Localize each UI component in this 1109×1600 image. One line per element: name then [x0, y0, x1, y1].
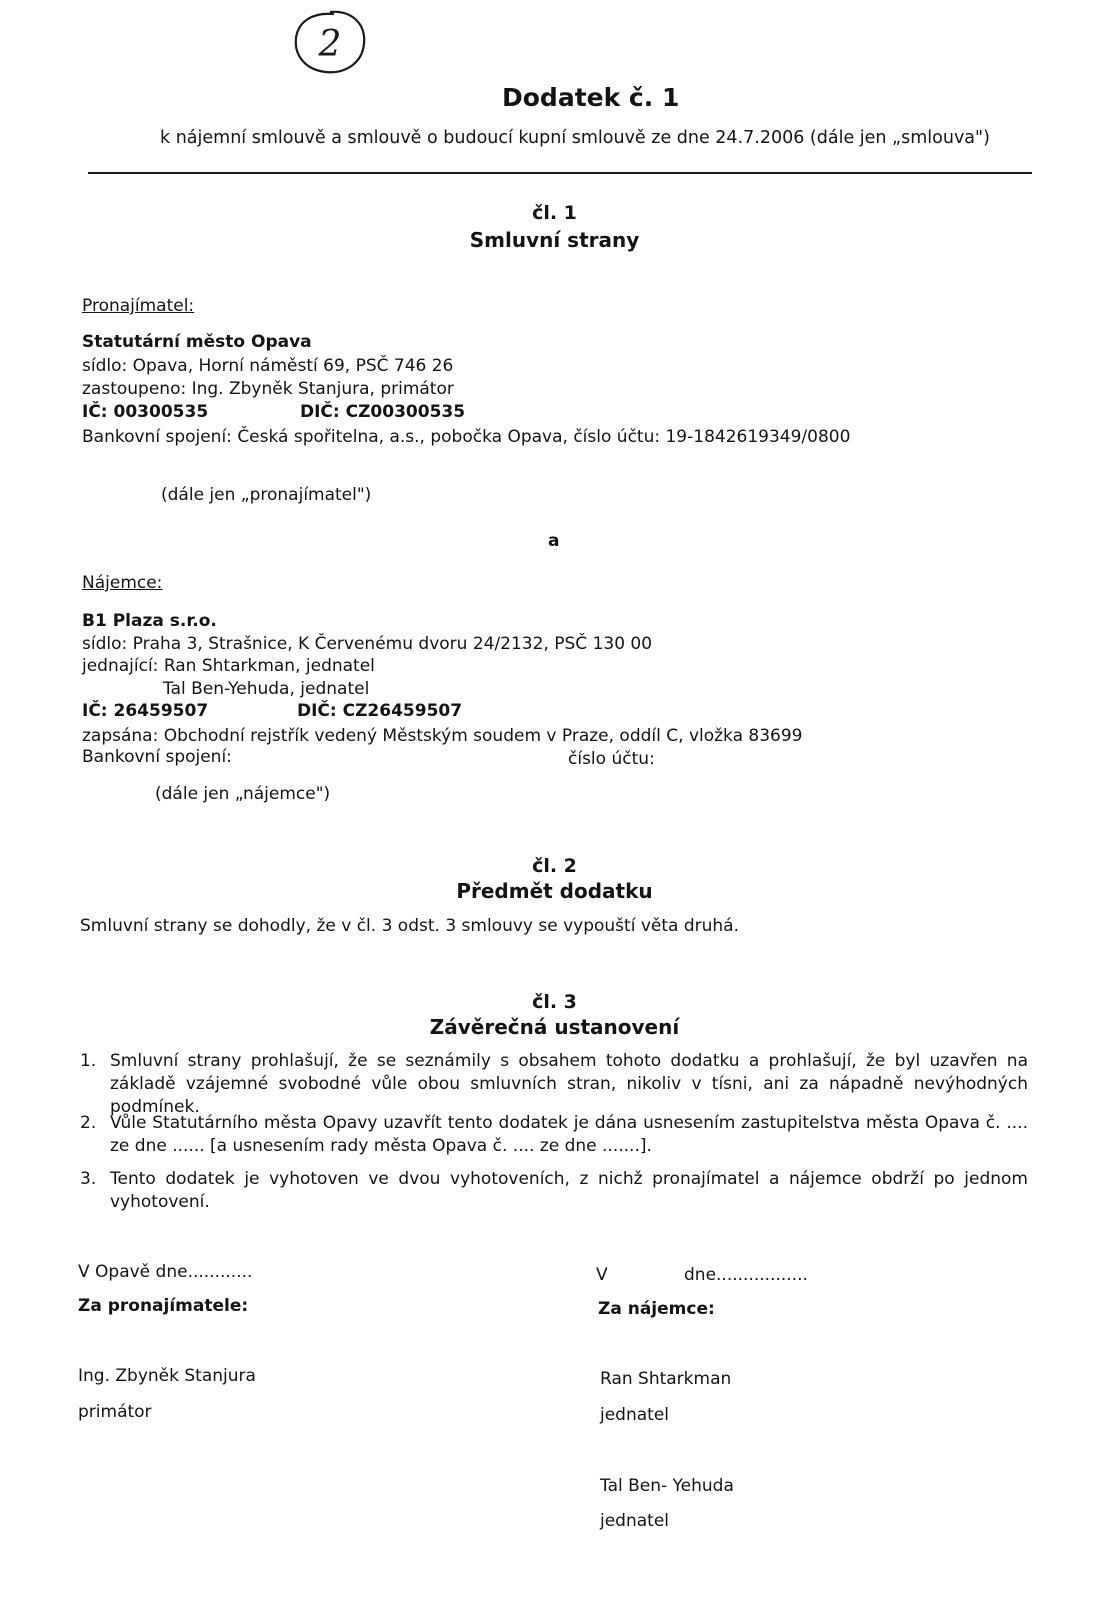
section3-item-2-number: 2.	[80, 1113, 97, 1133]
section3-number: čl. 3	[532, 991, 577, 1013]
tenant-dic: DIČ: CZ26459507	[297, 701, 463, 721]
signature-left-place-date: V Opavě dne............	[78, 1262, 253, 1282]
section1-title: Smluvní strany	[469, 228, 640, 252]
signature-left-name: Ing. Zbyněk Stanjura	[78, 1366, 256, 1386]
document-subtitle: k nájemní smlouvě a smlouvě o budoucí kupní smlouvě ze dne 24.7.2006 (dále jen „smlouva")	[160, 128, 990, 148]
landlord-seat: sídlo: Opava, Horní náměstí 69, PSČ 746 26	[82, 356, 454, 376]
stamp-circle-graphic	[290, 6, 370, 78]
signature-right-name-1: Ran Shtarkman	[600, 1369, 732, 1389]
landlord-ic: IČ: 00300535	[82, 402, 209, 422]
stamp-number: 2	[318, 24, 342, 65]
landlord-heading: Pronajímatel:	[82, 296, 195, 316]
signature-left-role: primátor	[78, 1402, 152, 1422]
section3-title: Závěrečná ustanovení	[429, 1015, 680, 1039]
section2-title: Předmět dodatku	[456, 879, 653, 903]
section3-item-1-text: Smluvní strany prohlašují, že se seznámily s obsahem tohoto dodatku a prohlašují, že byl uzavřen na základě vzájemné svobodné vůle obou smluvních stran, nikoliv v tísni, ani za nápadně nevýhodných podmínek.	[110, 1051, 1028, 1117]
landlord-alias: (dále jen „pronajímatel")	[161, 485, 372, 505]
section2-number: čl. 2	[532, 855, 577, 877]
parties-conjunction: a	[548, 531, 560, 551]
section3-item-3-text: Tento dodatek je vyhotoven ve dvou vyhotoveních, z nichž pronajímatel a nájemce obdrží po jednom vyhotovení.	[110, 1169, 1028, 1212]
landlord-bank: Bankovní spojení: Česká spořitelna, a.s., pobočka Opava, číslo účtu: 19-1842619349/0800	[82, 427, 851, 447]
tenant-account-label: číslo účtu:	[568, 749, 655, 769]
section1-number: čl. 1	[532, 202, 577, 224]
signature-right-name-2: Tal Ben- Yehuda	[600, 1476, 734, 1496]
signature-right-place: V	[596, 1265, 608, 1285]
signature-right-role-2: jednatel	[600, 1511, 670, 1531]
header-divider	[88, 172, 1032, 174]
document-title: Dodatek č. 1	[502, 83, 680, 112]
tenant-acting-2: Tal Ben-Yehuda, jednatel	[163, 679, 370, 699]
signature-right-date: dne.................	[684, 1265, 808, 1285]
landlord-name: Statutární město Opava	[82, 332, 312, 352]
section3-item-1-number: 1.	[80, 1051, 97, 1071]
tenant-seat: sídlo: Praha 3, Strašnice, K Červenému dvoru 24/2132, PSČ 130 00	[82, 634, 653, 654]
section2-text: Smluvní strany se dohodly, že v čl. 3 odst. 3 smlouvy se vypouští věta druhá.	[80, 916, 739, 936]
tenant-name: B1 Plaza s.r.o.	[82, 611, 217, 631]
tenant-ic: IČ: 26459507	[82, 701, 209, 721]
section3-item-2-text: Vůle Statutárního města Opavy uzavřít tento dodatek je dána usnesením zastupitelstva města Opava č. .... ze dne ...... [a usnesením rady města Opava č. .... ze dne .......].	[110, 1113, 1028, 1156]
signature-left-for: Za pronajímatele:	[78, 1296, 249, 1316]
tenant-acting-1: jednající: Ran Shtarkman, jednatel	[82, 656, 375, 676]
tenant-bank-label: Bankovní spojení:	[82, 747, 232, 767]
section3-item-3-number: 3.	[80, 1169, 97, 1189]
signature-right-role-1: jednatel	[600, 1405, 670, 1425]
landlord-dic: DIČ: CZ00300535	[300, 402, 466, 422]
signature-right-for: Za nájemce:	[598, 1299, 715, 1319]
landlord-represented: zastoupeno: Ing. Zbyněk Stanjura, primátor	[82, 379, 454, 399]
tenant-heading: Nájemce:	[82, 573, 163, 593]
tenant-alias: (dále jen „nájemce")	[155, 784, 331, 804]
tenant-registry: zapsána: Obchodní rejstřík vedený Městským soudem v Praze, oddíl C, vložka 83699	[82, 726, 803, 746]
circled-number-stamp	[290, 6, 370, 83]
